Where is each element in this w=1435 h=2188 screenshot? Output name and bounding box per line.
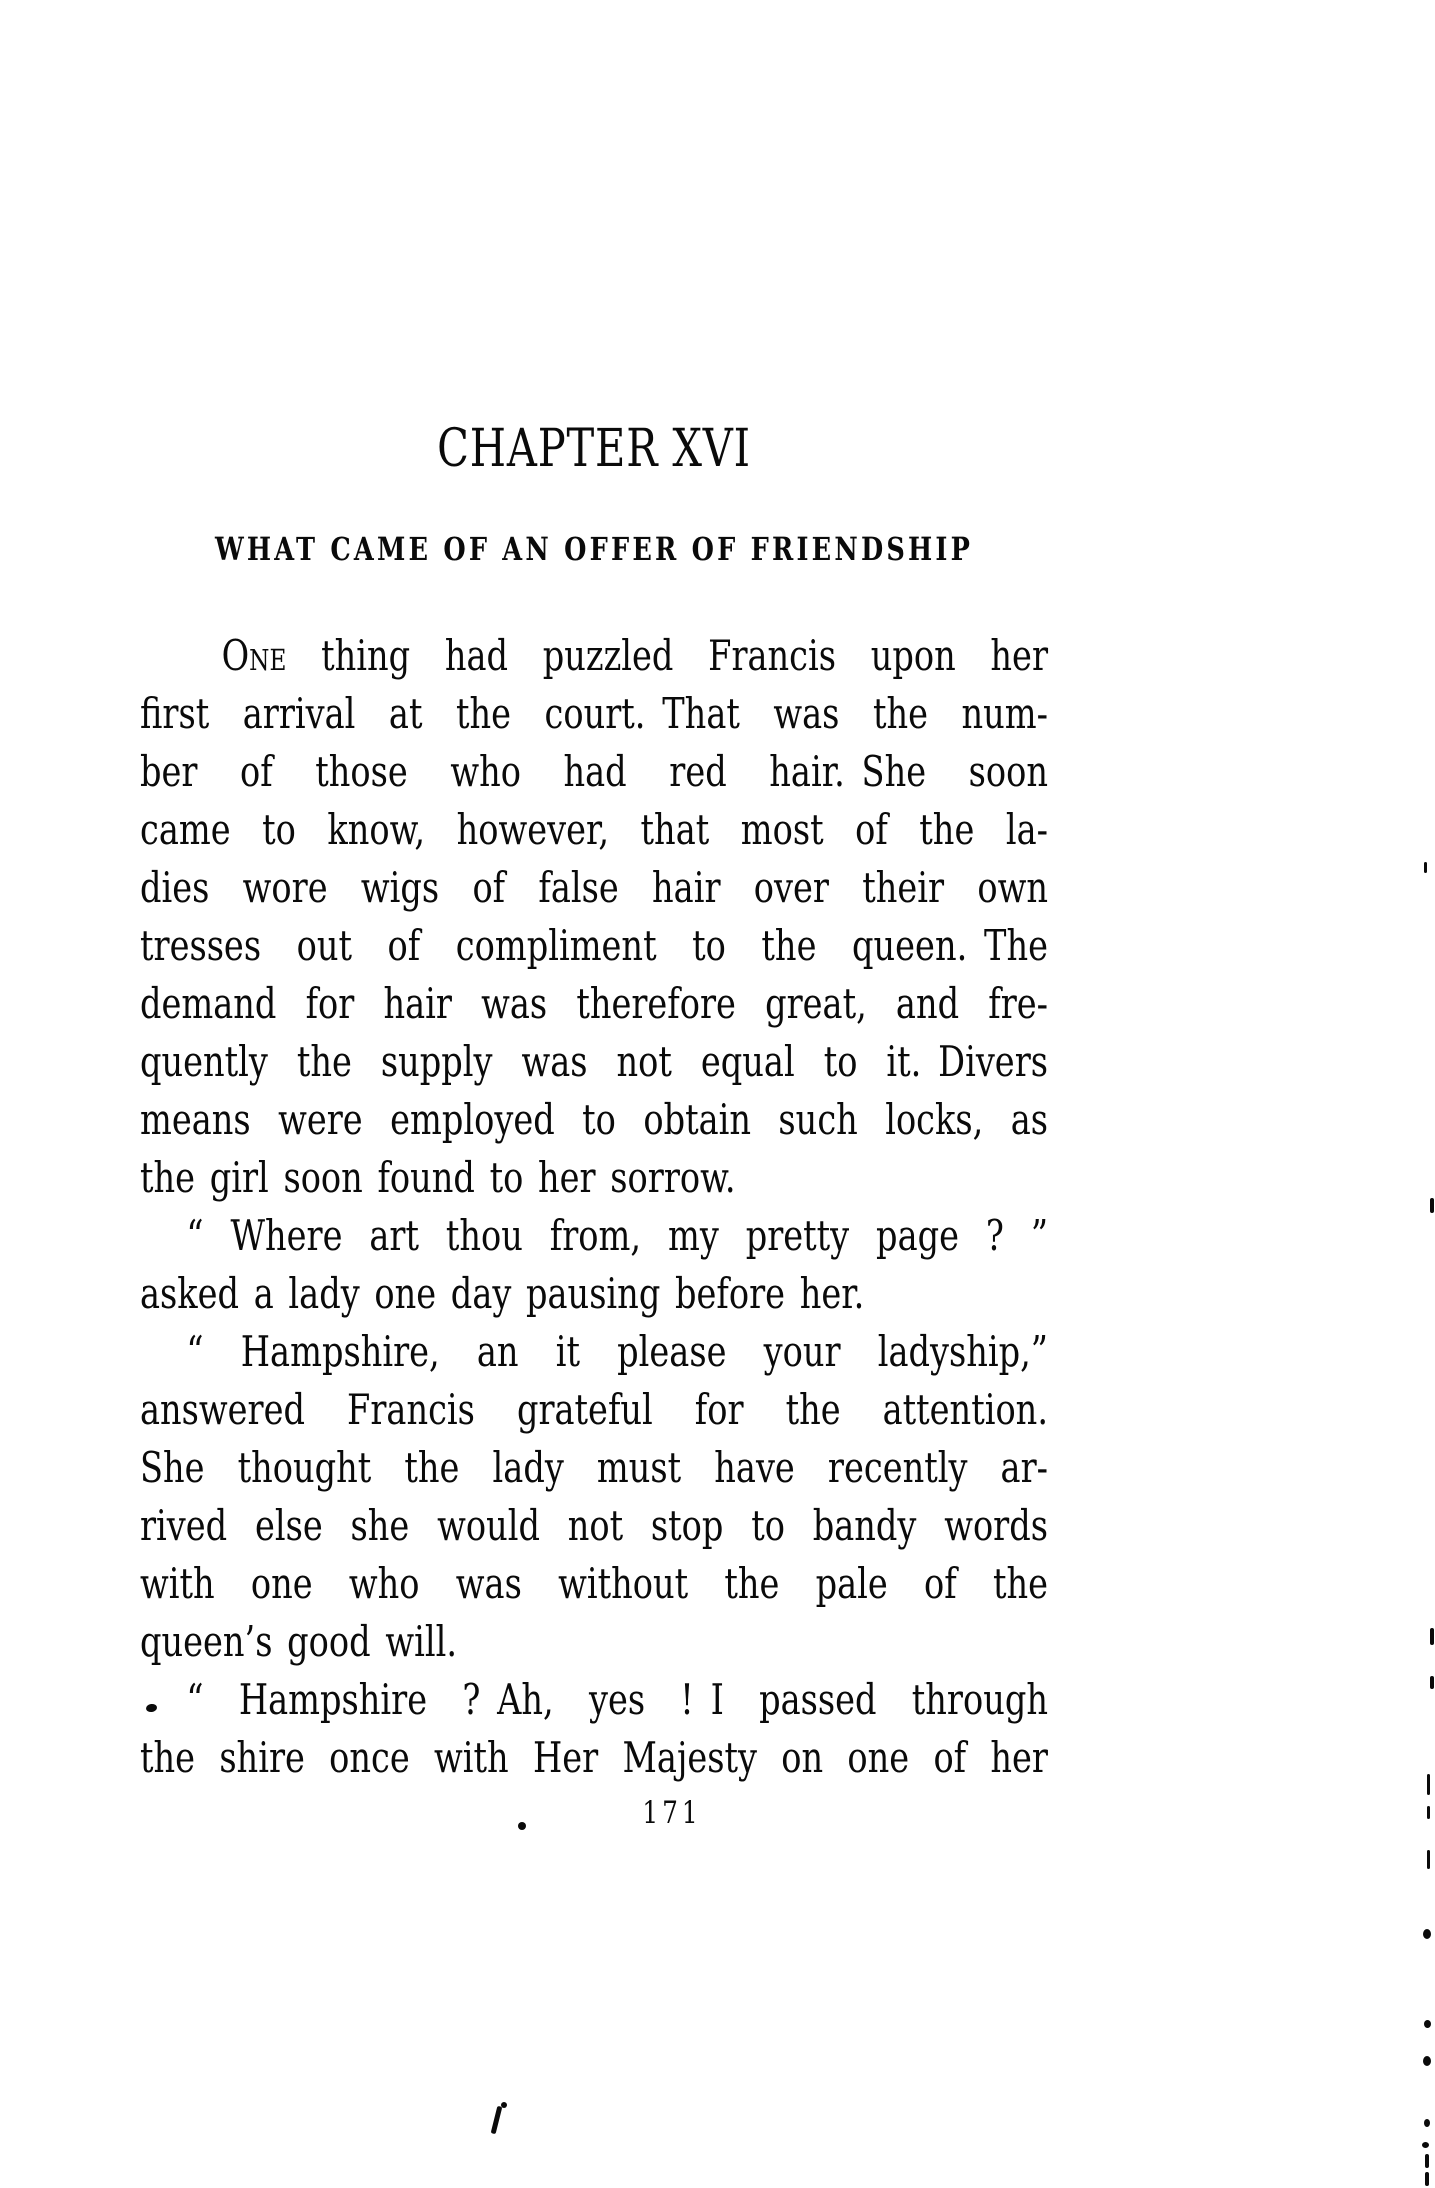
body-line: demand for hair was therefore great, and fre- bbox=[140, 979, 1048, 1028]
text-layer bbox=[140, 0, 1048, 2188]
body-line: means were employed to obtain such locks, as bbox=[140, 1095, 1048, 1144]
edge-mark bbox=[1427, 1850, 1430, 1869]
ink-speck bbox=[518, 1822, 526, 1830]
edge-mark bbox=[1423, 2056, 1431, 2066]
chapter-title: CHAPTER XVI bbox=[437, 419, 751, 479]
body-line: first arrival at the court. That was the num- bbox=[140, 689, 1048, 738]
lead-rest: thing had puzzled Francis upon her bbox=[286, 631, 1048, 680]
body-line: the girl soon found to her sorrow. bbox=[140, 1153, 736, 1202]
body-line: came to know, however, that most of the la- bbox=[140, 805, 1048, 854]
body-line: ber of those who had red hair. She soon bbox=[140, 747, 1048, 796]
edge-mark bbox=[1424, 2020, 1431, 2028]
body-line: She thought the lady must have recently ar- bbox=[140, 1443, 1048, 1492]
edge-mark bbox=[1427, 1806, 1430, 1819]
body-line bbox=[140, 627, 1048, 685]
edge-mark bbox=[1430, 1198, 1434, 1213]
edge-mark bbox=[1424, 2119, 1430, 2127]
body-line: quently the supply was not equal to it. Divers bbox=[140, 1037, 1048, 1086]
lead-word: One bbox=[221, 631, 287, 680]
edge-mark bbox=[1424, 862, 1427, 873]
edge-mark bbox=[1422, 2142, 1429, 2148]
body-line: asked a lady one day pausing before her. bbox=[140, 1269, 865, 1318]
body-line: dies wore wigs of false hair over their own bbox=[140, 863, 1048, 912]
edge-mark bbox=[1423, 1929, 1431, 1939]
page-number: 171 bbox=[642, 1795, 702, 1831]
edge-mark bbox=[1430, 1676, 1434, 1689]
body-line: answered Francis grateful for the attention. bbox=[140, 1385, 1048, 1434]
ink-speck bbox=[501, 2102, 507, 2108]
body-line: “ Where art thou from, my pretty page ? ” bbox=[186, 1211, 1048, 1260]
body-line: the shire once with Her Majesty on one of her bbox=[140, 1733, 1048, 1782]
edge-mark bbox=[1425, 2172, 1429, 2186]
body-line: rived else she would not stop to bandy words bbox=[140, 1501, 1048, 1550]
body-line: tresses out of compliment to the queen. The bbox=[140, 921, 1048, 970]
body-line: “ Hampshire, an it please your ladyship,” bbox=[186, 1327, 1048, 1376]
body-line: with one who was without the pale of the bbox=[140, 1559, 1048, 1608]
chapter-subtitle: WHAT CAME OF AN OFFER OF FRIENDSHIP bbox=[214, 530, 974, 568]
edge-mark bbox=[1430, 1628, 1434, 1645]
body-text bbox=[140, 627, 1048, 1787]
body-line: “ Hampshire ? Ah, yes ! I passed through bbox=[186, 1675, 1048, 1724]
edge-mark bbox=[1425, 2154, 1429, 2168]
body-line: queen’s good will. bbox=[140, 1617, 457, 1666]
edge-mark bbox=[1427, 1774, 1430, 1795]
